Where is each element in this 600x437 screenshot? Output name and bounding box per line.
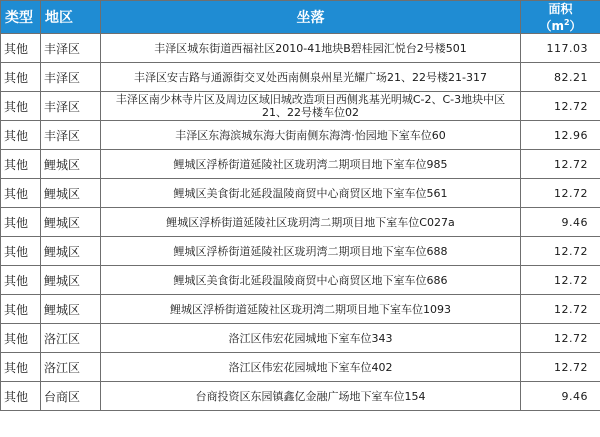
cell-district: 鲤城区 bbox=[41, 266, 101, 295]
table-row bbox=[1, 237, 600, 266]
cell-area: 12.72 bbox=[521, 179, 600, 208]
cell-area: 12.72 bbox=[521, 237, 600, 266]
column-header-type: 类型 bbox=[1, 1, 41, 34]
column-header-location: 坐落 bbox=[101, 1, 521, 34]
table-row bbox=[1, 121, 600, 150]
cell-area: 12.72 bbox=[521, 353, 600, 382]
cell-type: 其他 bbox=[1, 63, 41, 92]
cell-type: 其他 bbox=[1, 324, 41, 353]
table-row bbox=[1, 208, 600, 237]
cell-district: 洛江区 bbox=[41, 353, 101, 382]
cell-location: 鲤城区浮桥街道延陵社区珑玥湾二期项目地下室车位688 bbox=[101, 237, 521, 266]
cell-area: 12.72 bbox=[521, 92, 600, 121]
cell-location: 洛江区伟宏花园城地下室车位343 bbox=[101, 324, 521, 353]
cell-type: 其他 bbox=[1, 179, 41, 208]
cell-location: 鲤城区浮桥街道延陵社区珑玥湾二期项目地下室车位C027a bbox=[101, 208, 521, 237]
cell-area: 12.72 bbox=[521, 295, 600, 324]
table-row bbox=[1, 63, 600, 92]
column-header-area bbox=[521, 1, 600, 34]
cell-location: 洛江区伟宏花园城地下室车位402 bbox=[101, 353, 521, 382]
cell-area: 12.72 bbox=[521, 266, 600, 295]
table-row bbox=[1, 295, 600, 324]
column-header-district: 地区 bbox=[41, 1, 101, 34]
cell-district: 丰泽区 bbox=[41, 63, 101, 92]
cell-location: 丰泽区安吉路与通源街交叉处西南侧泉州星光耀广场21、22号楼21-317 bbox=[101, 63, 521, 92]
cell-district: 洛江区 bbox=[41, 324, 101, 353]
cell-district: 鲤城区 bbox=[41, 179, 101, 208]
cell-location: 丰泽区南少林寺片区及周边区域旧城改造项目西侧兆基光明城C-2、C-3地块中区21、22号楼车位02 bbox=[101, 92, 521, 121]
table-row bbox=[1, 34, 600, 63]
cell-district: 丰泽区 bbox=[41, 121, 101, 150]
cell-area: 82.21 bbox=[521, 63, 600, 92]
cell-area: 117.03 bbox=[521, 34, 600, 63]
table-header bbox=[1, 1, 600, 34]
cell-type: 其他 bbox=[1, 150, 41, 179]
table-row bbox=[1, 179, 600, 208]
table-row bbox=[1, 353, 600, 382]
cell-district: 台商区 bbox=[41, 382, 101, 411]
cell-type: 其他 bbox=[1, 382, 41, 411]
cell-location: 鲤城区浮桥街道延陵社区珑玥湾二期项目地下室车位1093 bbox=[101, 295, 521, 324]
cell-location: 鲤城区美食街北延段温陵商贸中心商贸区地下室车位686 bbox=[101, 266, 521, 295]
area-label: 面积 bbox=[548, 1, 573, 16]
cell-type: 其他 bbox=[1, 266, 41, 295]
cell-area: 9.46 bbox=[521, 208, 600, 237]
cell-district: 丰泽区 bbox=[41, 92, 101, 121]
cell-area: 12.72 bbox=[521, 150, 600, 179]
cell-type: 其他 bbox=[1, 34, 41, 63]
cell-district: 鲤城区 bbox=[41, 295, 101, 324]
cell-location: 台商投资区东园镇鑫亿金融广场地下室车位154 bbox=[101, 382, 521, 411]
cell-district: 鲤城区 bbox=[41, 150, 101, 179]
cell-location: 丰泽区城东街道西福社区2010-41地块B碧桂园汇悦台2号楼501 bbox=[101, 34, 521, 63]
table-body bbox=[1, 34, 600, 411]
table-row bbox=[1, 324, 600, 353]
cell-district: 丰泽区 bbox=[41, 34, 101, 63]
table-row bbox=[1, 92, 600, 121]
area-unit: $(m^2)$ bbox=[539, 17, 582, 33]
cell-area: 12.96 bbox=[521, 121, 600, 150]
cell-district: 鲤城区 bbox=[41, 237, 101, 266]
cell-type: 其他 bbox=[1, 353, 41, 382]
cell-type: 其他 bbox=[1, 121, 41, 150]
cell-area: 12.72 bbox=[521, 324, 600, 353]
cell-location: 鲤城区美食街北延段温陵商贸中心商贸区地下室车位561 bbox=[101, 179, 521, 208]
cell-district: 鲤城区 bbox=[41, 208, 101, 237]
cell-type: 其他 bbox=[1, 92, 41, 121]
cell-type: 其他 bbox=[1, 237, 41, 266]
cell-type: 其他 bbox=[1, 295, 41, 324]
cell-location: 丰泽区东海滨城东海大街南侧东海湾·怡园地下室车位60 bbox=[101, 121, 521, 150]
table-row bbox=[1, 266, 600, 295]
table-row bbox=[1, 382, 600, 411]
cell-area: 9.46 bbox=[521, 382, 600, 411]
cell-location: 鲤城区浮桥街道延陵社区珑玥湾二期项目地下室车位985 bbox=[101, 150, 521, 179]
table-row bbox=[1, 150, 600, 179]
cell-type: 其他 bbox=[1, 208, 41, 237]
header-row bbox=[1, 1, 600, 34]
